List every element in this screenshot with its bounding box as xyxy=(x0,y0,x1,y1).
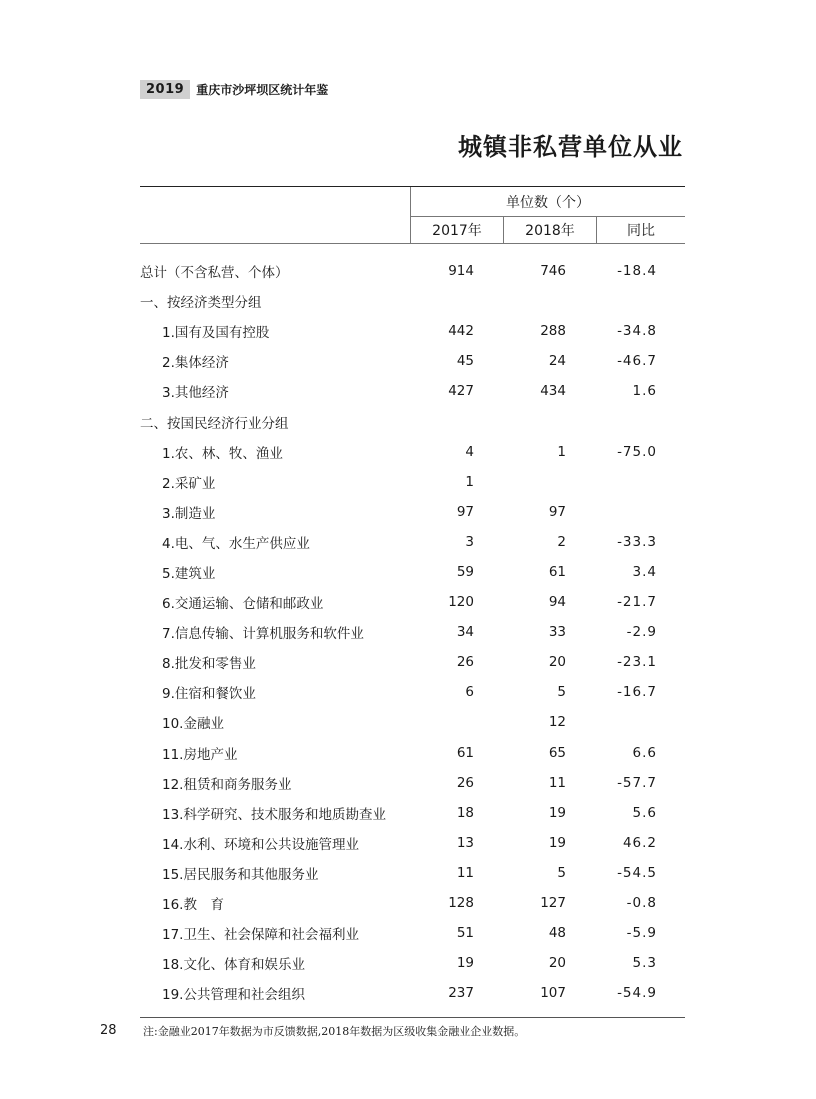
cell-yoy: 46.2 xyxy=(622,834,657,851)
row-label: 13.科学研究、技术服务和地质勘查业 xyxy=(162,806,386,823)
footnote: 注:金融业2017年数据为市反馈数据,2018年数据为区级收集金融业企业数据。 xyxy=(143,1025,526,1038)
table-row xyxy=(140,617,685,647)
cell-2017: 59 xyxy=(456,563,474,580)
column-header-2018: 2018年 xyxy=(504,217,597,243)
cell-yoy: -33.3 xyxy=(617,533,657,550)
row-label: 7.信息传输、计算机服务和软件业 xyxy=(162,626,364,643)
cell-2017: 4 xyxy=(465,443,474,460)
row-label: 14.水利、环境和公共设施管理业 xyxy=(162,836,359,853)
row-label: 3.其他经济 xyxy=(162,385,229,402)
cell-yoy: -54.5 xyxy=(617,864,657,881)
table-row xyxy=(140,918,685,948)
row-label: 16.教 育 xyxy=(162,897,224,914)
row-label: 10.金融业 xyxy=(162,716,224,733)
header-blank-cell xyxy=(140,187,411,217)
column-header-yoy: 同比 xyxy=(627,223,655,239)
cell-2017: 97 xyxy=(456,503,474,520)
row-label: 2.集体经济 xyxy=(162,355,229,372)
column-header-2017: 2017年 xyxy=(411,217,504,243)
cell-2017: 3 xyxy=(465,533,474,550)
table-row xyxy=(140,497,685,527)
table-row xyxy=(140,647,685,677)
cell-2017: 34 xyxy=(456,624,474,641)
cell-yoy: -21.7 xyxy=(617,594,657,611)
cell-yoy: -5.9 xyxy=(626,925,657,942)
table-row xyxy=(140,316,685,346)
cell-yoy: -57.7 xyxy=(617,774,657,791)
group-header-units: 单位数（个） xyxy=(411,187,685,217)
row-label: 12.租赁和商务服务业 xyxy=(162,776,292,793)
cell-2018: 288 xyxy=(540,323,566,340)
cell-2018: 12 xyxy=(548,714,566,731)
table-row xyxy=(140,738,685,768)
cell-yoy: 6.6 xyxy=(632,744,657,761)
cell-yoy: -16.7 xyxy=(617,684,657,701)
cell-2017: 6 xyxy=(465,684,474,701)
cell-2017: 26 xyxy=(456,654,474,671)
table-row xyxy=(140,707,685,737)
cell-2017: 19 xyxy=(456,955,474,972)
table-row xyxy=(140,587,685,617)
row-label: 5.建筑业 xyxy=(162,565,216,582)
cell-yoy: -18.4 xyxy=(617,263,657,280)
cell-2018: 2 xyxy=(557,533,566,550)
cell-2017: 237 xyxy=(448,985,474,1002)
cell-2017: 1 xyxy=(465,473,474,490)
cell-2018: 19 xyxy=(548,804,566,821)
statistics-table xyxy=(140,186,685,1008)
row-label: 19.公共管理和社会组织 xyxy=(162,987,305,1004)
cell-2017: 45 xyxy=(456,353,474,370)
row-label: 2.采矿业 xyxy=(162,475,216,492)
row-label: 8.批发和零售业 xyxy=(162,656,256,673)
cell-yoy: -34.8 xyxy=(617,323,657,340)
table-row xyxy=(140,798,685,828)
cell-2018: 127 xyxy=(540,895,566,912)
cell-2018: 20 xyxy=(548,955,566,972)
table-row xyxy=(140,768,685,798)
table-column-header-row xyxy=(140,217,685,244)
cell-2018: 19 xyxy=(548,834,566,851)
table-group-header-row xyxy=(140,187,685,217)
cell-2018: 434 xyxy=(540,383,566,400)
cell-2017: 61 xyxy=(456,744,474,761)
cell-2018: 107 xyxy=(540,985,566,1002)
cell-2018: 5 xyxy=(557,864,566,881)
cell-2018: 20 xyxy=(548,654,566,671)
row-label: 总计（不含私营、个体） xyxy=(140,265,289,282)
cell-2018: 33 xyxy=(548,624,566,641)
table-row xyxy=(140,406,685,436)
cell-2018: 48 xyxy=(548,925,566,942)
header-title: 重庆市沙坪坝区统计年鉴 xyxy=(196,82,329,97)
cell-2018: 97 xyxy=(548,503,566,520)
table-row xyxy=(140,557,685,587)
cell-yoy: 5.6 xyxy=(632,804,657,821)
cell-yoy: -46.7 xyxy=(617,353,657,370)
table-row xyxy=(140,828,685,858)
cell-yoy: -54.9 xyxy=(617,985,657,1002)
row-label: 二、按国民经济行业分组 xyxy=(140,415,289,432)
cell-yoy: 5.3 xyxy=(632,955,657,972)
row-label: 18.文化、体育和娱乐业 xyxy=(162,957,305,974)
cell-2017: 51 xyxy=(456,925,474,942)
table-row xyxy=(140,467,685,497)
cell-2017: 128 xyxy=(448,895,474,912)
cell-yoy: 3.4 xyxy=(632,563,657,580)
row-label: 11.房地产业 xyxy=(162,746,238,763)
cell-2018: 94 xyxy=(548,594,566,611)
page-title: 城镇非私营单位从业 xyxy=(458,133,683,161)
cell-yoy: -23.1 xyxy=(617,654,657,671)
table-row xyxy=(140,948,685,978)
cell-yoy: -2.9 xyxy=(626,624,657,641)
cell-yoy: -75.0 xyxy=(617,443,657,460)
cell-yoy: -0.8 xyxy=(626,895,657,912)
cell-2018: 24 xyxy=(548,353,566,370)
cell-yoy: 1.6 xyxy=(632,383,657,400)
cell-2017: 427 xyxy=(448,383,474,400)
row-label: 4.电、气、水生产供应业 xyxy=(162,535,310,552)
cell-2018: 5 xyxy=(557,684,566,701)
cell-2017: 914 xyxy=(448,263,474,280)
table-row xyxy=(140,858,685,888)
table-row xyxy=(140,346,685,376)
table-row xyxy=(140,527,685,557)
header-blank-cell xyxy=(140,217,411,243)
cell-2017: 120 xyxy=(448,594,474,611)
cell-2018: 1 xyxy=(557,443,566,460)
table-row xyxy=(140,677,685,707)
cell-2017: 26 xyxy=(456,774,474,791)
row-label: 9.住宿和餐饮业 xyxy=(162,686,256,703)
table-row xyxy=(140,888,685,918)
cell-2017: 11 xyxy=(456,864,474,881)
cell-2017: 18 xyxy=(456,804,474,821)
row-label: 15.居民服务和其他服务业 xyxy=(162,866,319,883)
table-row xyxy=(140,437,685,467)
row-label: 1.国有及国有控股 xyxy=(162,325,270,342)
table-bottom-rule xyxy=(140,1017,685,1018)
cell-2017: 442 xyxy=(448,323,474,340)
row-label: 一、按经济类型分组 xyxy=(140,295,262,312)
page-number: 28 xyxy=(100,1023,117,1038)
running-header xyxy=(140,78,340,100)
row-label: 3.制造业 xyxy=(162,505,216,522)
cell-2018: 746 xyxy=(540,263,566,280)
row-label: 6.交通运输、仓储和邮政业 xyxy=(162,596,324,613)
cell-2018: 11 xyxy=(548,774,566,791)
table-body xyxy=(140,244,685,1008)
cell-2018: 65 xyxy=(548,744,566,761)
table-row xyxy=(140,376,685,406)
header-year: 2019 xyxy=(140,80,190,99)
table-row xyxy=(140,286,685,316)
row-label: 17.卫生、社会保障和社会福利业 xyxy=(162,927,359,944)
row-label: 1.农、林、牧、渔业 xyxy=(162,445,283,462)
table-row xyxy=(140,978,685,1008)
cell-2018: 61 xyxy=(548,563,566,580)
cell-2017: 13 xyxy=(456,834,474,851)
table-row xyxy=(140,256,685,286)
